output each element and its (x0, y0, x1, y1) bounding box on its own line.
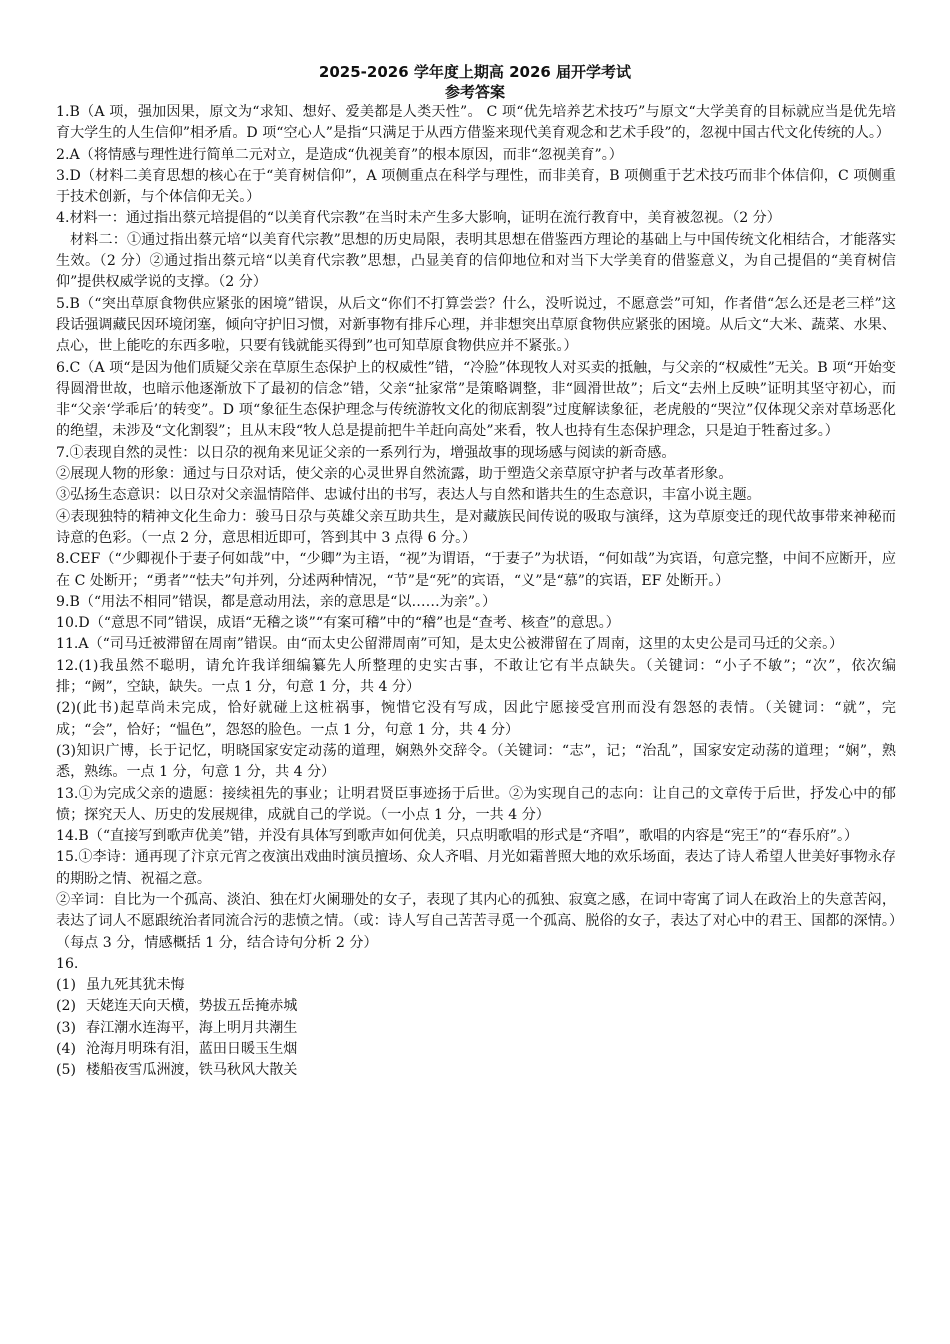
answer-1: 1.B（A 项，强加因果，原文为“求知、想好、爱美都是人类天性”。 C 项“优先培养艺术技巧”与原文“大学美育的目标就应当是优先培育大学生的人生信仰”相矛盾。D 项“空心人”是指“只满足于从西方借鉴来现代美育观念和艺术手段”的，忽视中国古代文化传统的人。） (56, 104, 896, 142)
answer-12-part-3: (3)知识广博，长于记忆，明晓国家安定动荡的道理，娴熟外交辞令。（关键词：“志”，记；“治乱”，国家安定动荡的道理；“娴”，熟悉，熟练。一点 1 分，句意 1 分，共 4 分） (56, 742, 896, 781)
answer-16-heading: 16. (56, 955, 79, 972)
answer-14: 14.B（“直接写到歌声优美”错，并没有具体写到歌声如何优美，只点明歌唱的形式是“齐唱”，歌唱的内容是“宪王”的“春乐府”。） (56, 828, 859, 845)
answer-4-part-2: 材料二：①通过指出蔡元培“以美育代宗教”思想的历史局限，表明其思想在借鉴西方理论的基础上与中国传统文化相结合，才能落实生效。（2 分）②通过指出蔡元培“以美育代宗教”思想，凸显美育的信仰地位和对当下大学美育的借鉴意义，为自己提倡的“美育树信仰”提供权威学说的支撑。（2 分） (56, 231, 896, 291)
answer-15-point-2: ②辛词：自比为一个孤高、淡泊、独在灯火阑珊处的女子，表现了其内心的孤独、寂寞之感，在词中寄寓了词人在政治上的失意苦闷，表达了词人不愿跟统治者同流合污的悲愤之情。（或：诗人写自己苦苦寻觅一个孤高、脱俗的女子，表达了对心中的君王、国都的深情。）（每点 3 分，情感概括 1 分，结合诗句分析 2 分） (56, 891, 896, 951)
list-item: (4) 沧海月明珠有泪，蓝田日暖玉生烟 (56, 1041, 298, 1058)
answer-4-part-1: 4.材料一：通过指出蔡元培提倡的“以美育代宗教”在当时未产生多大影响，证明在流行教育中，美育被忽视。（2 分） (56, 210, 781, 227)
answer-7-point-1: 7.①表现自然的灵性：以日尕的视角来见证父亲的一系列行为，增强故事的现场感与阅读的新奇感。 (56, 444, 676, 461)
answer-13: 13.①为完成父亲的遗愿：接续祖先的事业；让明君贤臣事迹扬于后世。②为实现自己的志向：让自己的文章传于后世，抒发心中的郁愤；探究天人、历史的发展规律，成就自己的学说。（一小点 1 分，一共 4 分） (56, 785, 896, 823)
answer-10: 10.D（“意思不同”错误，成语“无稽之谈”“有案可稽”中的“稽”也是“查考、核查”的意思。） (56, 615, 620, 632)
list-item: (2) 天姥连天向天横，势拔五岳掩赤城 (56, 998, 298, 1015)
answer-16-list (56, 975, 896, 1081)
answer-5: 5.B（“突出草原食物供应紧张的困境”错误，从后文“你们不打算尝尝？什么，没听说过，不愿意尝”可知，作者借“怎么还是老三样”这段话强调藏民因环境闭塞，倾向守护旧习惯，对新事物有排斥心理，并非想突出草原食物供应紧张的困境。从后文“大米、蔬菜、水果、点心，世上能吃的东西多啦，只要有钱就能买得到”也可知草原食物供应并不紧张。） (56, 295, 896, 355)
answer-11: 11.A（“司马迁被滞留在周南”错误。由“而太史公留滞周南”可知，是太史公被滞留在了周南，这里的太史公是司马迁的父亲。） (56, 636, 844, 653)
answer-2: 2.A（将情感与理性进行简单二元对立，是造成“仇视美育”的根本原因，而非“忽视美育”。） (56, 146, 623, 163)
list-item: (1) 虽九死其犹未悔 (56, 977, 185, 994)
answer-6: 6.C（A 项“是因为他们质疑父亲在草原生态保护上的权威性”错，“冷脸”体现牧人对买卖的抵触，与父亲的“权威性”无关。B 项“开始变得圆滑世故，也暗示他逐渐放下了最初的信念”错，父亲“扯家常”是策略调整，非“圆滑世故”；后文“去州上反映”证明其坚守初心，而非“父亲‘学乖后’的转变”。D 项“象征生态保护理念与传统游牧文化的彻底割裂”过度解读象征，老虎般的“哭泣”仅体现父亲对草场恶化的绝望，未涉及“文化割裂”；且从末段“牧人总是提前把牛羊赶向高处”来看，牧人也持有生态保护理念，只是迫于牲畜过多。） (56, 359, 896, 440)
answers-body (56, 102, 896, 1082)
answer-12-part-1: 12.(1)我虽然不聪明，请允许我详细编纂先人所整理的史实古事，不敢让它有半点缺失。（关键词：“小子不敏”；“次”，依次编排；“阙”，空缺，缺失。一点 1 分，句意 1 分，共 4 分） (56, 657, 896, 696)
answer-7-point-3: ③弘扬生态意识：以日尕对父亲温情陪伴、忠诚付出的书写，表达人与自然和谐共生的生态意识，丰富小说主题。 (56, 487, 761, 504)
page-title: 2025-2026 学年度上期高 2026 届开学考试 (318, 63, 632, 81)
list-item: (3) 春江潮水连海平，海上明月共潮生 (56, 1019, 298, 1036)
answer-12-part-2: (2)(此书)起草尚未完成，恰好就碰上这桩祸事，惋惜它没有写成，因此宁愿接受宫刑而没有怨怒的表情。（关键词：“就”，完成；“会”，恰好；“愠色”，怨怒的脸色。一点 1 分，句意 1 分，共 4 分） (56, 700, 896, 738)
answer-15-point-1: 15.①李诗：通再现了汴京元宵之夜演出戏曲时演员擅场、众人齐唱、月光如霜普照大地的欢乐场面，表达了诗人希望人世美好事物永存的期盼之情、祝福之意。 (56, 849, 896, 887)
answer-3: 3.D（材料二美育思想的核心在于“美育树信仰”，A 项侧重点在科学与理性，而非美育，B 项侧重于艺术技巧而非个体信仰，C 项侧重于技术创新，与个体信仰无关。） (56, 167, 896, 206)
list-item: (5) 楼船夜雪瓜洲渡，铁马秋风大散关 (56, 1062, 298, 1079)
page-subtitle: 参考答案 (444, 83, 505, 101)
answer-7-point-4: ④表现独特的精神文化生命力：骏马日尕与英雄父亲互助共生，是对藏族民间传说的吸取与演绎，这为草原变迁的现代故事带来神秘而诗意的色彩。（一点 2 分，意思相近即可，答到其中 3 点得 6 分。） (56, 508, 896, 546)
answer-9: 9.B（“用法不相同”错误，都是意动用法，亲的意思是“以……为亲”。） (56, 593, 497, 610)
answer-7-point-2: ②展现人物的形象：通过与日尕对话，使父亲的心灵世界自然流露，助于塑造父亲草原守护者与改革者形象。 (56, 466, 733, 483)
answer-8: 8.CEF（“少卿视仆于妻子何如哉”中，“少卿”为主语，“视”为谓语，“于妻子”为状语，“何如哉”为宾语，句意完整，中间不应断开，应在 C 处断开；“勇者”“怯夫”句并列，分述两种情况，“节”是“死”的宾语，“义”是“慕”的宾语，EF 处断开。） (56, 551, 896, 589)
